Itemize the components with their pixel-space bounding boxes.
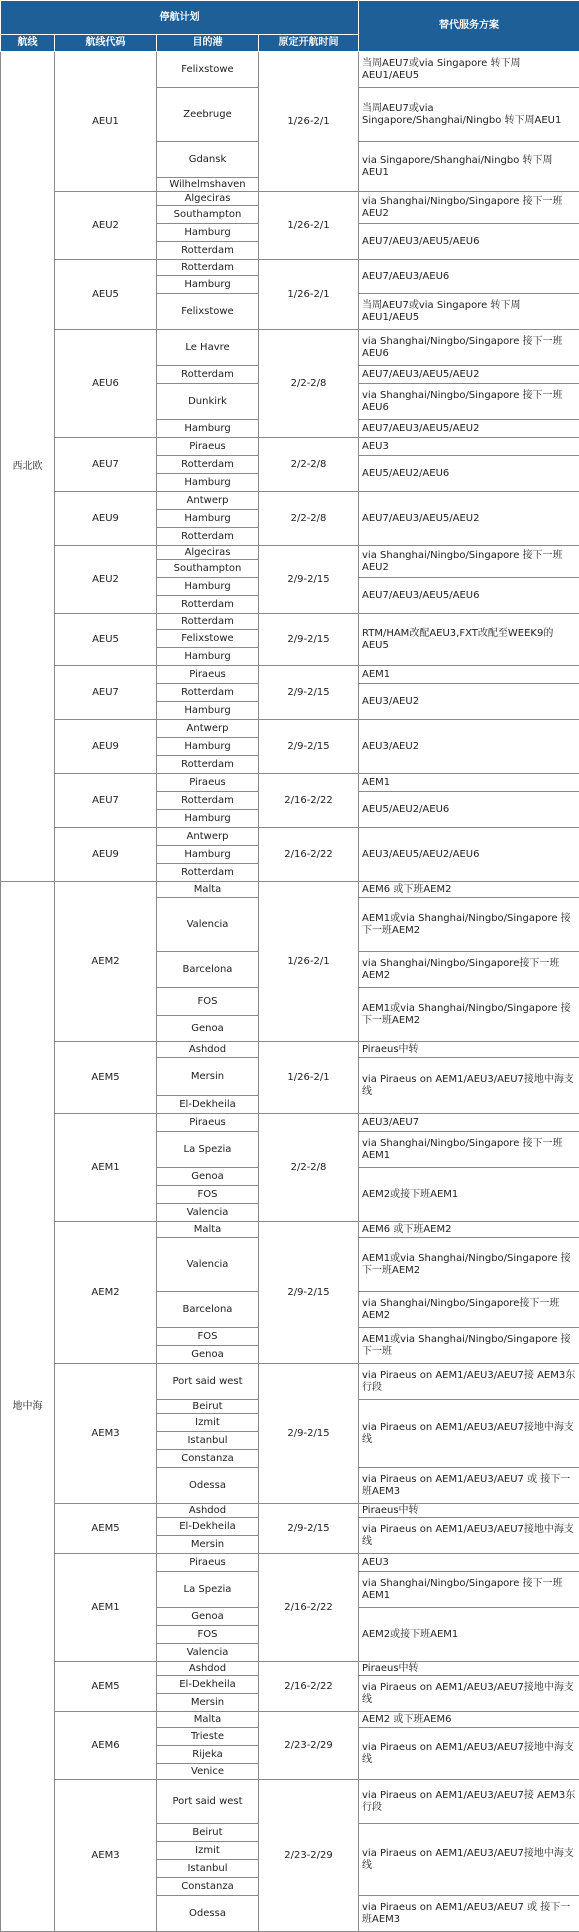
alternative-service-cell: via Piraeus on AEM1/AEU3/AEU7接地中海支线 bbox=[359, 1058, 579, 1114]
sailing-date-cell: 1/26-2/1 bbox=[259, 260, 359, 330]
alternative-service-cell: via Shanghai/Ningbo/Singapore 接下一班 AEU6 bbox=[359, 384, 579, 420]
sailing-date-cell: 1/26-2/1 bbox=[259, 52, 359, 192]
route-code-cell: AEU2 bbox=[55, 192, 157, 260]
alternative-service-cell: via Piraeus on AEM1/AEU3/AEU7 或 接下一班AEM3 bbox=[359, 1896, 579, 1932]
alternative-service-cell: AEU3 bbox=[359, 438, 579, 456]
destination-port-cell: La Spezia bbox=[157, 1132, 259, 1168]
alternative-service-cell: via Singapore/Shanghai/Ningbo 转下周AEU1 bbox=[359, 142, 579, 192]
route-code-cell: AEU5 bbox=[55, 260, 157, 330]
alternative-service-cell: AEM6 或下班AEM2 bbox=[359, 882, 579, 898]
alternative-service-cell: Piraeus中转 bbox=[359, 1662, 579, 1676]
alternative-service-cell: via Piraeus on AEM1/AEU3/AEU7接地中海支线 bbox=[359, 1728, 579, 1780]
destination-port-cell: Mersin bbox=[157, 1058, 259, 1096]
alternative-service-cell: Piraeus中转 bbox=[359, 1042, 579, 1058]
header-destination: 目的港 bbox=[157, 35, 259, 52]
sailing-date-cell: 1/26-2/1 bbox=[259, 192, 359, 260]
destination-port-cell: Southampton bbox=[157, 206, 259, 224]
header-alternative-service: 替代服务方案 bbox=[359, 1, 579, 52]
route-code-cell: AEU6 bbox=[55, 330, 157, 438]
destination-port-cell: Piraeus bbox=[157, 1114, 259, 1132]
destination-port-cell: FOS bbox=[157, 1626, 259, 1644]
table-row bbox=[1, 1222, 579, 1238]
alternative-service-cell: via Shanghai/Ningbo/Singapore 接下一班 AEU2 bbox=[359, 546, 579, 578]
destination-port-cell: Ashdod bbox=[157, 1662, 259, 1676]
destination-port-cell: Genoa bbox=[157, 1016, 259, 1042]
destination-port-cell: Rotterdam bbox=[157, 756, 259, 774]
route-code-cell: AEM3 bbox=[55, 1364, 157, 1504]
destination-port-cell: Hamburg bbox=[157, 810, 259, 828]
destination-port-cell: Port said west bbox=[157, 1364, 259, 1400]
destination-port-cell: Hamburg bbox=[157, 578, 259, 596]
route-code-cell: AEU7 bbox=[55, 438, 157, 492]
table-row bbox=[1, 882, 579, 898]
route-code-cell: AEM1 bbox=[55, 1554, 157, 1662]
destination-port-cell: Izmit bbox=[157, 1842, 259, 1860]
alternative-service-cell: RTM/HAM改配AEU3,FXT改配至WEEK9的AEU5 bbox=[359, 614, 579, 666]
destination-port-cell: Venice bbox=[157, 1764, 259, 1780]
sailing-date-cell: 2/9-2/15 bbox=[259, 1364, 359, 1504]
destination-port-cell: Rotterdam bbox=[157, 792, 259, 810]
route-code-cell: AEU9 bbox=[55, 720, 157, 774]
destination-port-cell: Beirut bbox=[157, 1824, 259, 1842]
alternative-service-cell: AEM6 或下班AEM2 bbox=[359, 1222, 579, 1238]
destination-port-cell: Hamburg bbox=[157, 510, 259, 528]
table-row bbox=[1, 774, 579, 792]
route-code-cell: AEM5 bbox=[55, 1662, 157, 1712]
destination-port-cell: Rotterdam bbox=[157, 366, 259, 384]
destination-port-cell: Malta bbox=[157, 1712, 259, 1728]
alternative-service-cell: 当周AEU7或via Singapore 转下周AEU1/AEU5 bbox=[359, 294, 579, 330]
destination-port-cell: Antwerp bbox=[157, 492, 259, 510]
alternative-service-cell: AEM1 bbox=[359, 774, 579, 792]
destination-port-cell: Malta bbox=[157, 882, 259, 898]
alternative-service-cell: via Piraeus on AEM1/AEU3/AEU7接地中海支线 bbox=[359, 1400, 579, 1468]
destination-port-cell: Genoa bbox=[157, 1168, 259, 1186]
alternative-service-cell: AEU7/AEU3/AEU5/AEU6 bbox=[359, 224, 579, 260]
alternative-service-cell: AEU7/AEU3/AEU5/AEU2 bbox=[359, 492, 579, 546]
table-row bbox=[1, 1504, 579, 1518]
destination-port-cell: Constanza bbox=[157, 1450, 259, 1468]
alternative-service-cell: via Shanghai/Ningbo/Singapore 接下一班 AEU2 bbox=[359, 192, 579, 224]
destination-port-cell: Rotterdam bbox=[157, 260, 259, 276]
table-row bbox=[1, 260, 579, 276]
route-code-cell: AEU2 bbox=[55, 546, 157, 614]
destination-port-cell: Piraeus bbox=[157, 438, 259, 456]
destination-port-cell: Zeebruge bbox=[157, 88, 259, 142]
destination-port-cell: Izmit bbox=[157, 1414, 259, 1432]
destination-port-cell: Valencia bbox=[157, 1238, 259, 1292]
destination-port-cell: Le Havre bbox=[157, 330, 259, 366]
sailing-date-cell: 2/9-2/15 bbox=[259, 1504, 359, 1554]
sailing-date-cell: 2/16-2/22 bbox=[259, 1662, 359, 1712]
alternative-service-cell: AEU7/AEU3/AEU5/AEU6 bbox=[359, 578, 579, 614]
destination-port-cell: Rotterdam bbox=[157, 684, 259, 702]
destination-port-cell: El-Dekheila bbox=[157, 1676, 259, 1694]
destination-port-cell: Felixstowe bbox=[157, 52, 259, 88]
alternative-service-cell: AEM1 bbox=[359, 666, 579, 684]
alternative-service-cell: via Shanghai/Ningbo/Singapore 接下一班 AEM1 bbox=[359, 1572, 579, 1608]
destination-port-cell: Odessa bbox=[157, 1468, 259, 1504]
destination-port-cell: Piraeus bbox=[157, 774, 259, 792]
destination-port-cell: Felixstowe bbox=[157, 630, 259, 648]
destination-port-cell: Hamburg bbox=[157, 648, 259, 666]
sailing-date-cell: 2/2-2/8 bbox=[259, 1114, 359, 1222]
alternative-service-cell: AEM1或via Shanghai/Ningbo/Singapore 接下一班AEM2 bbox=[359, 988, 579, 1042]
table-row bbox=[1, 1780, 579, 1824]
alternative-service-cell: AEU7/AEU3/AEU5/AEU2 bbox=[359, 366, 579, 384]
alternative-service-cell: AEU3/AEU5/AEU2/AEU6 bbox=[359, 828, 579, 882]
destination-port-cell: Valencia bbox=[157, 898, 259, 952]
destination-port-cell: El-Dekheila bbox=[157, 1518, 259, 1536]
route-code-cell: AEM2 bbox=[55, 882, 157, 1042]
destination-port-cell: Constanza bbox=[157, 1878, 259, 1896]
alternative-service-cell: 当周AEU7或via Singapore/Shanghai/Ningbo 转下周AEU1 bbox=[359, 88, 579, 142]
destination-port-cell: Trieste bbox=[157, 1728, 259, 1746]
sailing-date-cell: 2/16-2/22 bbox=[259, 774, 359, 828]
header-sailing-date: 原定开航时间 bbox=[259, 35, 359, 52]
alternative-service-cell: AEU3 bbox=[359, 1554, 579, 1572]
destination-port-cell: Istanbul bbox=[157, 1432, 259, 1450]
sailing-date-cell: 2/23-2/29 bbox=[259, 1712, 359, 1780]
alternative-service-cell: via Shanghai/Ningbo/Singapore 接下一班 AEU6 bbox=[359, 330, 579, 366]
destination-port-cell: Rotterdam bbox=[157, 242, 259, 260]
alternative-service-cell: AEM2或接下班AEM1 bbox=[359, 1168, 579, 1222]
destination-port-cell: Rotterdam bbox=[157, 864, 259, 882]
table-row bbox=[1, 1712, 579, 1728]
table-row bbox=[1, 438, 579, 456]
destination-port-cell: Rotterdam bbox=[157, 456, 259, 474]
destination-port-cell: Algeciras bbox=[157, 192, 259, 206]
destination-port-cell: Barcelona bbox=[157, 1292, 259, 1328]
destination-port-cell: El-Dekheila bbox=[157, 1096, 259, 1114]
destination-port-cell: FOS bbox=[157, 988, 259, 1016]
destination-port-cell: Antwerp bbox=[157, 828, 259, 846]
sailing-date-cell: 1/26-2/1 bbox=[259, 882, 359, 1042]
alternative-service-cell: Piraeus中转 bbox=[359, 1504, 579, 1518]
destination-port-cell: Mersin bbox=[157, 1694, 259, 1712]
table-row bbox=[1, 666, 579, 684]
table-row bbox=[1, 1662, 579, 1676]
table-row bbox=[1, 1554, 579, 1572]
route-code-cell: AEU9 bbox=[55, 828, 157, 882]
alternative-service-cell: 当周AEU7或via Singapore 转下周AEU1/AEU5 bbox=[359, 52, 579, 88]
destination-port-cell: Hamburg bbox=[157, 420, 259, 438]
table-row bbox=[1, 1114, 579, 1132]
sailing-date-cell: 2/2-2/8 bbox=[259, 330, 359, 438]
sailing-date-cell: 2/9-2/15 bbox=[259, 666, 359, 720]
alternative-service-cell: via Piraeus on AEM1/AEU3/AEU7接地中海支线 bbox=[359, 1824, 579, 1896]
alternative-service-cell: AEU3/AEU7 bbox=[359, 1114, 579, 1132]
route-code-cell: AEU7 bbox=[55, 666, 157, 720]
destination-port-cell: Dunkirk bbox=[157, 384, 259, 420]
sailing-date-cell: 2/23-2/29 bbox=[259, 1780, 359, 1932]
destination-port-cell: Rotterdam bbox=[157, 528, 259, 546]
table-row bbox=[1, 614, 579, 630]
destination-port-cell: Ashdod bbox=[157, 1504, 259, 1518]
destination-port-cell: FOS bbox=[157, 1328, 259, 1346]
table-row bbox=[1, 546, 579, 560]
header-suspension-plan: 停航计划 bbox=[1, 1, 359, 35]
sailing-date-cell: 2/9-2/15 bbox=[259, 720, 359, 774]
header-route-code: 航线代码 bbox=[55, 35, 157, 52]
route-code-cell: AEU5 bbox=[55, 614, 157, 666]
region-cell: 西北欧 bbox=[1, 52, 55, 882]
table-row bbox=[1, 1364, 579, 1400]
alternative-service-cell: AEM1或via Shanghai/Ningbo/Singapore 接下一班 bbox=[359, 1328, 579, 1364]
alternative-service-cell: via Piraeus on AEM1/AEU3/AEU7接地中海支线 bbox=[359, 1676, 579, 1712]
sailing-date-cell: 2/16-2/22 bbox=[259, 828, 359, 882]
alternative-service-cell: AEU3/AEU2 bbox=[359, 720, 579, 774]
destination-port-cell: Antwerp bbox=[157, 720, 259, 738]
destination-port-cell: Hamburg bbox=[157, 474, 259, 492]
route-code-cell: AEM5 bbox=[55, 1042, 157, 1114]
destination-port-cell: Beirut bbox=[157, 1400, 259, 1414]
route-code-cell: AEU1 bbox=[55, 52, 157, 192]
destination-port-cell: Odessa bbox=[157, 1896, 259, 1932]
destination-port-cell: Ashdod bbox=[157, 1042, 259, 1058]
sailing-date-cell: 2/2-2/8 bbox=[259, 438, 359, 492]
destination-port-cell: Hamburg bbox=[157, 846, 259, 864]
destination-port-cell: Malta bbox=[157, 1222, 259, 1238]
sailing-date-cell: 2/9-2/15 bbox=[259, 614, 359, 666]
table-row bbox=[1, 828, 579, 846]
sailing-date-cell: 1/26-2/1 bbox=[259, 1042, 359, 1114]
route-code-cell: AEM3 bbox=[55, 1780, 157, 1932]
route-code-cell: AEU9 bbox=[55, 492, 157, 546]
alternative-service-cell: via Piraeus on AEM1/AEU3/AEU7接 AEM3东行段 bbox=[359, 1364, 579, 1400]
table-row bbox=[1, 52, 579, 88]
destination-port-cell: Hamburg bbox=[157, 738, 259, 756]
sailing-date-cell: 2/16-2/22 bbox=[259, 1554, 359, 1662]
region-cell: 地中海 bbox=[1, 882, 55, 1932]
table-body bbox=[1, 52, 579, 1932]
sailing-date-cell: 2/9-2/15 bbox=[259, 546, 359, 614]
alternative-service-cell: AEU7/AEU3/AEU5/AEU2 bbox=[359, 420, 579, 438]
route-code-cell: AEM6 bbox=[55, 1712, 157, 1780]
route-code-cell: AEM5 bbox=[55, 1504, 157, 1554]
destination-port-cell: Piraeus bbox=[157, 666, 259, 684]
route-code-cell: AEU7 bbox=[55, 774, 157, 828]
route-code-cell: AEM2 bbox=[55, 1222, 157, 1364]
alternative-service-cell: AEU7/AEU3/AEU6 bbox=[359, 260, 579, 294]
alternative-service-cell: AEM2 或下班AEM6 bbox=[359, 1712, 579, 1728]
alternative-service-cell: AEM2或接下班AEM1 bbox=[359, 1608, 579, 1662]
alternative-service-cell: AEM1或via Shanghai/Ningbo/Singapore 接下一班AEM2 bbox=[359, 1238, 579, 1292]
destination-port-cell: Algeciras bbox=[157, 546, 259, 560]
alternative-service-cell: via Shanghai/Ningbo/Singapore 接下一班 AEM1 bbox=[359, 1132, 579, 1168]
destination-port-cell: Genoa bbox=[157, 1608, 259, 1626]
header-group-row bbox=[1, 1, 579, 35]
destination-port-cell: Barcelona bbox=[157, 952, 259, 988]
table-row bbox=[1, 492, 579, 510]
destination-port-cell: Istanbul bbox=[157, 1860, 259, 1878]
destination-port-cell: Gdansk bbox=[157, 142, 259, 178]
destination-port-cell: Piraeus bbox=[157, 1554, 259, 1572]
destination-port-cell: FOS bbox=[157, 1186, 259, 1204]
destination-port-cell: Mersin bbox=[157, 1536, 259, 1554]
alternative-service-cell: AEU5/AEU2/AEU6 bbox=[359, 456, 579, 492]
table-row bbox=[1, 720, 579, 738]
alternative-service-cell: via Piraeus on AEM1/AEU3/AEU7 或 接下一班AEM3 bbox=[359, 1468, 579, 1504]
alternative-service-cell: via Piraeus on AEM1/AEU3/AEU7接 AEM3东行段 bbox=[359, 1780, 579, 1824]
destination-port-cell: Rotterdam bbox=[157, 614, 259, 630]
alternative-service-cell: via Shanghai/Ningbo/Singapore接下一班 AEM2 bbox=[359, 1292, 579, 1328]
destination-port-cell: La Spezia bbox=[157, 1572, 259, 1608]
destination-port-cell: Port said west bbox=[157, 1780, 259, 1824]
alternative-service-cell: AEU3/AEU2 bbox=[359, 684, 579, 720]
alternative-service-cell: via Piraeus on AEM1/AEU3/AEU7接地中海支线 bbox=[359, 1518, 579, 1554]
alternative-service-cell: AEM1或via Shanghai/Ningbo/Singapore 接下一班AEM2 bbox=[359, 898, 579, 952]
destination-port-cell: Wilhelmshaven bbox=[157, 178, 259, 192]
alternative-service-cell: AEU5/AEU2/AEU6 bbox=[359, 792, 579, 828]
destination-port-cell: Valencia bbox=[157, 1644, 259, 1662]
destination-port-cell: Valencia bbox=[157, 1204, 259, 1222]
alternative-service-cell: via Shanghai/Ningbo/Singapore接下一班 AEM2 bbox=[359, 952, 579, 988]
destination-port-cell: Hamburg bbox=[157, 276, 259, 294]
destination-port-cell: Southampton bbox=[157, 560, 259, 578]
destination-port-cell: Genoa bbox=[157, 1346, 259, 1364]
table-row bbox=[1, 1042, 579, 1058]
sailing-date-cell: 2/2-2/8 bbox=[259, 492, 359, 546]
destination-port-cell: Hamburg bbox=[157, 702, 259, 720]
destination-port-cell: Rijeka bbox=[157, 1746, 259, 1764]
header-route: 航线 bbox=[1, 35, 55, 52]
sailing-date-cell: 2/9-2/15 bbox=[259, 1222, 359, 1364]
destination-port-cell: Felixstowe bbox=[157, 294, 259, 330]
table-row bbox=[1, 192, 579, 206]
destination-port-cell: Rotterdam bbox=[157, 596, 259, 614]
destination-port-cell: Hamburg bbox=[157, 224, 259, 242]
route-code-cell: AEM1 bbox=[55, 1114, 157, 1222]
table-row bbox=[1, 330, 579, 366]
